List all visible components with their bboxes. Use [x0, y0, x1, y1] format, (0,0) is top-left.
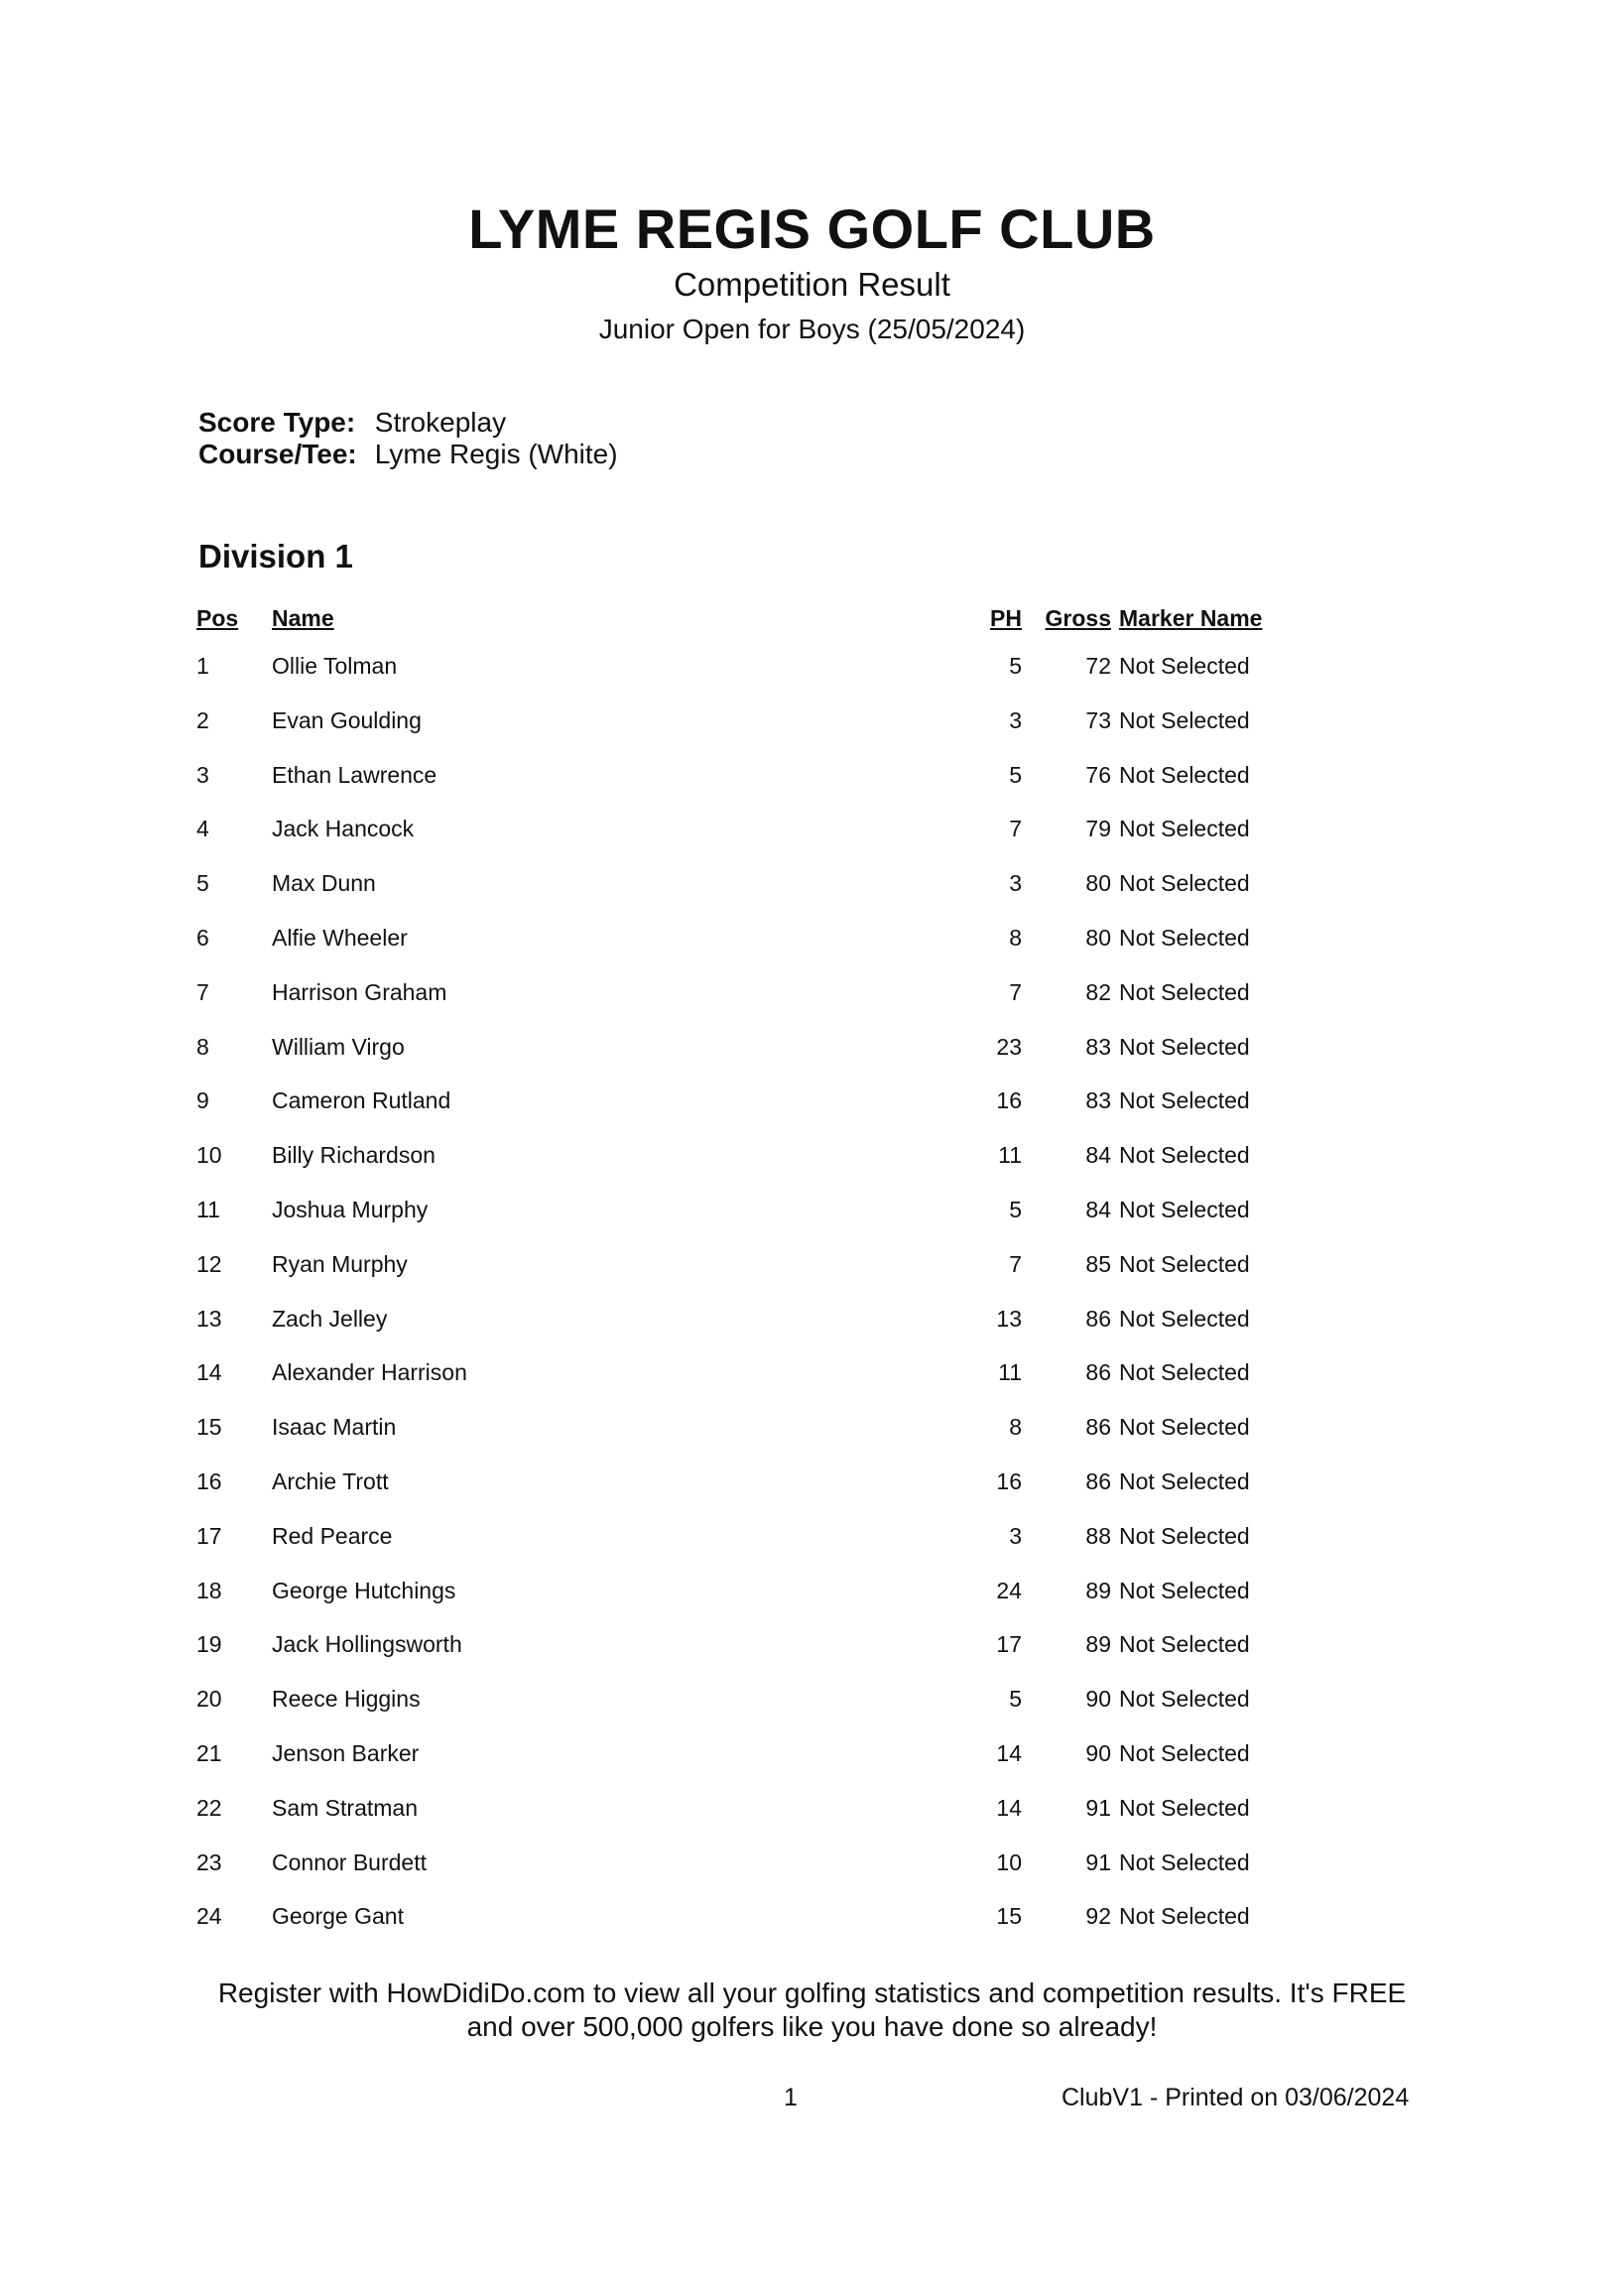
- position-cell: 3: [196, 761, 209, 788]
- playing-handicap-cell: 5: [1009, 1686, 1022, 1713]
- marker-name-cell: Not Selected: [1119, 1577, 1250, 1603]
- column-header-name: Name: [272, 605, 334, 631]
- player-name-cell: Evan Goulding: [272, 706, 422, 733]
- gross-score-cell: 88: [1085, 1522, 1111, 1549]
- position-cell: 12: [196, 1250, 222, 1277]
- howdidido-note: Register with HowDidiDo.com to view all your golfing statistics and competition results. It's FREE and over 500,000 golfers like you have done so already!: [217, 1977, 1407, 2042]
- column-header-gross: Gross: [1045, 605, 1111, 631]
- competition-name: Junior Open for Boys (25/05/2024): [598, 314, 1026, 344]
- position-cell: 21: [196, 1740, 222, 1766]
- position-cell: 9: [196, 1087, 209, 1114]
- position-cell: 18: [196, 1577, 222, 1603]
- marker-name-cell: Not Selected: [1119, 1414, 1250, 1441]
- score-type-line: [198, 407, 506, 439]
- playing-handicap-cell: 7: [1009, 1250, 1022, 1277]
- document-subtitle: Competition Result: [674, 266, 950, 303]
- marker-name-cell: Not Selected: [1119, 761, 1250, 788]
- gross-score-cell: 86: [1085, 1359, 1111, 1386]
- player-name-cell: Joshua Murphy: [272, 1197, 429, 1222]
- marker-name-cell: Not Selected: [1119, 653, 1250, 679]
- player-name-cell: Reece Higgins: [272, 1686, 421, 1713]
- playing-handicap-cell: 10: [996, 1848, 1022, 1875]
- playing-handicap-cell: 17: [996, 1631, 1022, 1658]
- player-name-cell: Alfie Wheeler: [272, 925, 408, 951]
- marker-name-cell: Not Selected: [1119, 816, 1250, 842]
- marker-name-cell: Not Selected: [1119, 1197, 1250, 1222]
- playing-handicap-cell: 14: [996, 1794, 1022, 1821]
- gross-score-cell: 90: [1085, 1686, 1111, 1713]
- marker-name-cell: Not Selected: [1119, 1087, 1250, 1114]
- player-name-cell: Ryan Murphy: [272, 1250, 408, 1277]
- gross-score-cell: 89: [1085, 1631, 1111, 1658]
- marker-name-cell: Not Selected: [1119, 1631, 1250, 1658]
- marker-name-cell: Not Selected: [1119, 1250, 1250, 1277]
- position-cell: 2: [196, 706, 209, 733]
- position-cell: 14: [196, 1359, 222, 1386]
- gross-score-cell: 73: [1085, 706, 1111, 733]
- gross-score-cell: 83: [1085, 1087, 1111, 1114]
- marker-name-cell: Not Selected: [1119, 1033, 1250, 1060]
- playing-handicap-cell: 3: [1009, 870, 1022, 897]
- marker-name-cell: Not Selected: [1119, 1142, 1250, 1169]
- player-name-cell: William Virgo: [272, 1033, 405, 1060]
- marker-name-cell: Not Selected: [1119, 870, 1250, 897]
- marker-name-cell: Not Selected: [1119, 978, 1250, 1005]
- position-cell: 8: [196, 1033, 209, 1060]
- playing-handicap-cell: 15: [996, 1903, 1022, 1930]
- gross-score-cell: 85: [1085, 1250, 1111, 1277]
- gross-score-cell: 72: [1085, 653, 1111, 679]
- gross-score-cell: 86: [1085, 1468, 1111, 1494]
- player-name-cell: Alexander Harrison: [272, 1359, 467, 1386]
- marker-name-cell: Not Selected: [1119, 1522, 1250, 1549]
- player-name-cell: Sam Stratman: [272, 1794, 418, 1821]
- player-name-cell: Ollie Tolman: [272, 653, 398, 679]
- gross-score-cell: 90: [1085, 1740, 1111, 1766]
- player-name-cell: Jack Hollingsworth: [272, 1631, 462, 1658]
- position-cell: 20: [196, 1686, 222, 1713]
- playing-handicap-cell: 8: [1009, 925, 1022, 951]
- player-name-cell: George Hutchings: [272, 1577, 456, 1603]
- playing-handicap-cell: 5: [1009, 653, 1022, 679]
- playing-handicap-cell: 3: [1009, 706, 1022, 733]
- playing-handicap-cell: 16: [996, 1087, 1022, 1114]
- marker-name-cell: Not Selected: [1119, 1794, 1250, 1821]
- gross-score-cell: 76: [1085, 761, 1111, 788]
- position-cell: 15: [196, 1414, 222, 1441]
- division-heading: Division 1: [198, 538, 353, 574]
- course-tee-label: Course/Tee:: [198, 439, 357, 469]
- printed-info: ClubV1 - Printed on 03/06/2024: [1062, 2084, 1410, 2111]
- player-name-cell: Red Pearce: [272, 1522, 393, 1549]
- player-name-cell: Max Dunn: [272, 870, 376, 897]
- playing-handicap-cell: 11: [998, 1142, 1022, 1169]
- gross-score-cell: 84: [1085, 1197, 1111, 1222]
- playing-handicap-cell: 5: [1009, 1197, 1022, 1222]
- column-header-pos: Pos: [196, 605, 239, 631]
- marker-name-cell: Not Selected: [1119, 1686, 1250, 1713]
- gross-score-cell: 92: [1085, 1903, 1111, 1930]
- club-title: LYME REGIS GOLF CLUB: [468, 197, 1156, 260]
- position-cell: 5: [196, 870, 209, 897]
- position-cell: 1: [196, 653, 209, 679]
- position-cell: 17: [196, 1522, 222, 1549]
- position-cell: 24: [196, 1903, 222, 1930]
- marker-name-cell: Not Selected: [1119, 1740, 1250, 1766]
- position-cell: 13: [196, 1305, 222, 1332]
- position-cell: 10: [196, 1142, 222, 1169]
- player-name-cell: Jenson Barker: [272, 1740, 420, 1766]
- position-cell: 7: [196, 978, 209, 1005]
- playing-handicap-cell: 3: [1009, 1522, 1022, 1549]
- page-number: 1: [784, 2084, 798, 2111]
- position-cell: 22: [196, 1794, 222, 1821]
- position-cell: 6: [196, 925, 209, 951]
- playing-handicap-cell: 7: [1009, 816, 1022, 842]
- playing-handicap-cell: 24: [996, 1577, 1022, 1603]
- gross-score-cell: 89: [1085, 1577, 1111, 1603]
- score-type-label: Score Type:: [198, 407, 356, 438]
- gross-score-cell: 80: [1085, 925, 1111, 951]
- player-name-cell: Zach Jelley: [272, 1305, 388, 1332]
- playing-handicap-cell: 5: [1009, 761, 1022, 788]
- gross-score-cell: 80: [1085, 870, 1111, 897]
- player-name-cell: George Gant: [272, 1903, 404, 1930]
- gross-score-cell: 86: [1085, 1305, 1111, 1332]
- course-tee-line: [198, 439, 618, 470]
- position-cell: 16: [196, 1468, 222, 1494]
- marker-name-cell: Not Selected: [1119, 925, 1250, 951]
- player-name-cell: Isaac Martin: [272, 1414, 397, 1441]
- column-header-marker: Marker Name: [1119, 605, 1263, 631]
- position-cell: 23: [196, 1848, 222, 1875]
- gross-score-cell: 83: [1085, 1033, 1111, 1060]
- playing-handicap-cell: 7: [1009, 978, 1022, 1005]
- gross-score-cell: 79: [1085, 816, 1111, 842]
- gross-score-cell: 84: [1085, 1142, 1111, 1169]
- position-cell: 19: [196, 1631, 222, 1658]
- player-name-cell: Harrison Graham: [272, 978, 447, 1005]
- playing-handicap-cell: 13: [996, 1305, 1022, 1332]
- position-cell: 11: [196, 1197, 220, 1222]
- gross-score-cell: 86: [1085, 1414, 1111, 1441]
- marker-name-cell: Not Selected: [1119, 1903, 1250, 1930]
- player-name-cell: Jack Hancock: [272, 816, 415, 842]
- column-header-ph: PH: [990, 605, 1022, 631]
- playing-handicap-cell: 16: [996, 1468, 1022, 1494]
- playing-handicap-cell: 11: [998, 1359, 1022, 1386]
- position-cell: 4: [196, 816, 209, 842]
- marker-name-cell: Not Selected: [1119, 1359, 1250, 1386]
- marker-name-cell: Not Selected: [1119, 706, 1250, 733]
- playing-handicap-cell: 8: [1009, 1414, 1022, 1441]
- marker-name-cell: Not Selected: [1119, 1305, 1250, 1332]
- gross-score-cell: 91: [1085, 1848, 1111, 1875]
- gross-score-cell: 82: [1085, 978, 1111, 1005]
- score-type-value: Strokeplay: [374, 407, 507, 438]
- player-name-cell: Cameron Rutland: [272, 1087, 451, 1114]
- gross-score-cell: 91: [1085, 1794, 1111, 1821]
- player-name-cell: Ethan Lawrence: [272, 761, 437, 788]
- course-tee-value: Lyme Regis (White): [374, 439, 618, 469]
- player-name-cell: Billy Richardson: [272, 1142, 436, 1169]
- playing-handicap-cell: 23: [996, 1033, 1022, 1060]
- marker-name-cell: Not Selected: [1119, 1848, 1250, 1875]
- player-name-cell: Connor Burdett: [272, 1848, 427, 1875]
- playing-handicap-cell: 14: [996, 1740, 1022, 1766]
- marker-name-cell: Not Selected: [1119, 1468, 1250, 1494]
- player-name-cell: Archie Trott: [272, 1468, 389, 1494]
